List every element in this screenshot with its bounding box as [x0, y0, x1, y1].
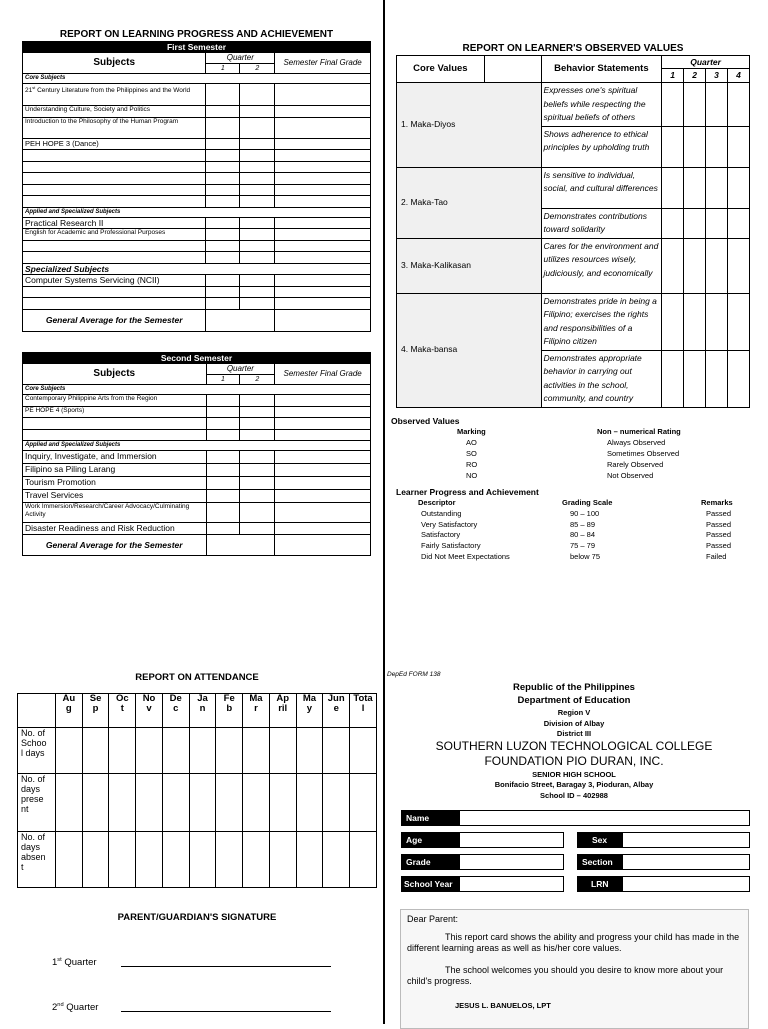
letter-greeting: Dear Parent: — [407, 914, 459, 924]
progress-remark: Passed — [706, 541, 732, 551]
quarter-1-signature-line[interactable] — [121, 966, 331, 967]
general-average-value[interactable] — [275, 309, 371, 331]
age-label: Age — [402, 833, 460, 847]
attendance-row-label: No. of days absen t — [18, 832, 56, 888]
attendance-cell[interactable] — [55, 774, 82, 832]
signature-title: PARENT/GUARDIAN'S SIGNATURE — [117, 912, 277, 923]
first-semester-table — [22, 41, 371, 332]
attendance-cell[interactable] — [55, 728, 82, 774]
core-value-label: 2. Maka-Tao — [397, 167, 542, 238]
quarter-2-header: 2 — [240, 375, 275, 385]
values-title: REPORT ON LEARNER'S OBSERVED VALUES — [462, 43, 684, 54]
school-year-field[interactable] — [460, 877, 563, 891]
subject-row: PEH HOPE 3 (Dance) — [23, 138, 206, 150]
rating-header: Non – numerical Rating — [597, 427, 681, 436]
marking-code: AO — [466, 438, 477, 447]
quarter-1-header: 1 — [206, 375, 240, 385]
attendance-row-label: No. of Schoo l days — [18, 728, 56, 774]
attendance-cell[interactable] — [162, 774, 189, 832]
attendance-table — [17, 693, 377, 888]
subject-row: Travel Services — [23, 490, 207, 503]
attendance-cell[interactable] — [323, 832, 350, 888]
specialized-subjects-label: Specialized Subjects — [23, 263, 371, 275]
subject-row: Contemporary Philippine Arts from the Region — [23, 395, 207, 407]
progress-scale: 75 – 79 — [570, 541, 596, 551]
core-values-header: Core Values — [397, 56, 485, 83]
subject-row: 21st Century Literature from the Philippines and the World — [23, 84, 206, 106]
grade-row — [401, 854, 564, 870]
rating-text: Sometimes Observed — [607, 449, 680, 458]
progress-descriptor: Fairly Satisfactory — [421, 541, 481, 551]
behavior-statement: Cares for the environment and utilizes resources wisely, judiciously, and economically — [541, 238, 662, 293]
attendance-cell[interactable] — [109, 832, 136, 888]
subject-row: Disaster Readiness and Risk Reduction — [23, 523, 207, 535]
attendance-cell[interactable] — [216, 774, 243, 832]
attendance-cell[interactable] — [350, 832, 377, 888]
subject-row: Inquiry, Investigate, and Immersion — [23, 451, 207, 464]
general-average-label: General Average for the Semester — [23, 309, 206, 331]
school-year-row — [401, 876, 564, 892]
section-row — [577, 854, 750, 870]
grades-title: REPORT ON LEARNING PROGRESS AND ACHIEVEMENT — [59, 29, 334, 40]
attendance-cell[interactable] — [216, 832, 243, 888]
behavior-header: Behavior Statements — [541, 56, 662, 83]
rating-text: Always Observed — [607, 438, 666, 447]
quarter-1-header: 1 — [662, 69, 684, 83]
core-value-label: 4. Maka-bansa — [397, 293, 542, 407]
school-name-2: FOUNDATION PIO DURAN, INC. — [484, 754, 664, 768]
attendance-cell[interactable] — [136, 832, 163, 888]
attendance-row-label: No. of days prese nt — [18, 774, 56, 832]
remarks-header: Remarks — [701, 498, 733, 507]
progress-scale: below 75 — [570, 551, 601, 561]
quarter-2-header: 2 — [240, 64, 275, 74]
general-average-label: General Average for the Semester — [23, 534, 207, 555]
district: District III — [556, 729, 592, 738]
behavior-statement: Expresses one's spiritual beliefs while respecting the spiritual beliefs of others — [541, 83, 662, 127]
age-field[interactable] — [460, 833, 563, 847]
republic: Republic of the Philippines — [513, 682, 635, 693]
month-header: De c — [162, 694, 189, 728]
attendance-cell[interactable] — [323, 728, 350, 774]
attendance-cell[interactable] — [109, 774, 136, 832]
scale-header: Grading Scale — [562, 498, 613, 507]
rating-text: Rarely Observed — [607, 460, 664, 469]
attendance-cell[interactable] — [269, 832, 296, 888]
subject-row: Practical Research II — [23, 217, 206, 229]
marking-header: Marking — [457, 427, 486, 436]
quarter-3-header: 3 — [706, 69, 728, 83]
attendance-cell[interactable] — [82, 832, 109, 888]
quarter-header: Quarter — [662, 56, 750, 69]
department: Department of Education — [517, 695, 631, 706]
attendance-cell[interactable] — [296, 832, 323, 888]
quarter-header: Quarter — [206, 364, 275, 375]
school-name-1: SOUTHERN LUZON TECHNOLOGICAL COLLEGE — [435, 739, 713, 753]
form-header — [400, 681, 748, 801]
month-header: Ma r — [243, 694, 270, 728]
marking-code: RO — [466, 460, 478, 469]
behavior-statement: Demonstrates contributions toward solidarity — [541, 208, 662, 238]
month-header: Oc t — [109, 694, 136, 728]
grade-label: Grade — [402, 855, 460, 869]
sex-label: Sex — [578, 833, 623, 847]
applied-subjects-label: Applied and Specialized Subjects — [23, 441, 371, 451]
progress-scale: 85 – 89 — [570, 519, 596, 529]
name-field[interactable] — [460, 811, 749, 825]
lrn-row — [577, 876, 750, 892]
lrn-field[interactable] — [623, 877, 749, 891]
subject-row: Introduction to the Philosophy of the Human Program — [23, 117, 206, 138]
month-header: Se p — [82, 694, 109, 728]
attendance-cell[interactable] — [269, 728, 296, 774]
name-row — [401, 810, 750, 826]
second-semester-label: Second Semester — [23, 353, 371, 364]
attendance-cell[interactable] — [243, 774, 270, 832]
region: Region V — [557, 708, 591, 717]
semester-final-header: Semester Final Grade — [275, 53, 371, 74]
attendance-cell[interactable] — [269, 774, 296, 832]
progress-remark: Passed — [706, 530, 732, 540]
sex-row — [577, 832, 750, 848]
progress-descriptor: Did Not Meet Expectations — [421, 551, 510, 561]
attendance-cell[interactable] — [350, 728, 377, 774]
month-header: Ma y — [296, 694, 323, 728]
behavior-statement: Is sensitive to individual, social, and cultural differences — [541, 167, 662, 208]
attendance-cell[interactable] — [296, 774, 323, 832]
progress-legend-title: Learner Progress and Achievement — [396, 487, 539, 497]
month-header: Fe b — [216, 694, 243, 728]
form-label: DepEd FORM 138 — [387, 671, 441, 678]
subject-row: Computer Systems Servicing (NCII) — [23, 275, 206, 287]
page-divider — [383, 0, 385, 1024]
attendance-cell[interactable] — [82, 728, 109, 774]
sex-field[interactable] — [623, 833, 749, 847]
quarter-header: Quarter — [206, 53, 275, 64]
attendance-cell[interactable] — [189, 832, 216, 888]
progress-remark: Passed — [706, 509, 732, 518]
attendance-cell[interactable] — [162, 832, 189, 888]
progress-scale: 90 – 100 — [570, 509, 600, 518]
month-header: Ap ril — [269, 694, 296, 728]
core-subjects-label: Core Subjects — [23, 74, 371, 84]
progress-remark: Passed — [706, 519, 732, 529]
core-value-label: 3. Maka-Kalikasan — [397, 238, 542, 293]
shs-label: SENIOR HIGH SCHOOL — [532, 770, 616, 779]
behavior-statement: Demonstrates pride in being a Filipino; exercises the rights and responsibilities of a Filipino citizen — [541, 293, 662, 350]
subject-row: Understanding Culture, Society and Politics — [23, 106, 206, 118]
subject-row: English for Academic and Professional Purposes — [23, 229, 206, 241]
attendance-cell[interactable] — [189, 728, 216, 774]
quarter-1-signature-label: 1st Quarter — [52, 957, 97, 969]
attendance-cell[interactable] — [323, 774, 350, 832]
attendance-cell[interactable] — [243, 832, 270, 888]
subject-row: Work Immersion/Research/Career Advocacy/Culminating Activity — [23, 503, 207, 523]
grade-cell[interactable] — [240, 84, 275, 106]
marking-code: NO — [466, 471, 478, 480]
core-subjects-label: Core Subjects — [23, 385, 371, 395]
school-year-label: School Year — [402, 877, 460, 891]
observed-values-table — [396, 55, 750, 408]
core-value-label: 1. Maka-Diyos — [397, 83, 542, 168]
attendance-cell[interactable] — [243, 728, 270, 774]
progress-remark: Failed — [706, 551, 727, 561]
progress-descriptor: Outstanding — [421, 509, 462, 518]
division: Division of Albay — [543, 719, 605, 728]
school-address: Bonifacio Street, Baragay 3, Pioduran, Albay — [494, 780, 654, 789]
behavior-statement: Demonstrates appropriate behavior in carrying out activities in the school, community, and country — [541, 350, 662, 407]
month-header: Ja n — [189, 694, 216, 728]
applied-subjects-label: Applied and Specialized Subjects — [23, 207, 371, 217]
attendance-cell[interactable] — [136, 774, 163, 832]
quarter-2-signature-line[interactable] — [121, 1011, 331, 1012]
grade-cell[interactable] — [275, 84, 371, 106]
subjects-header: Subjects — [23, 364, 207, 385]
letter-signatory: JESUS L. BANUELOS, LPT — [455, 1000, 551, 1010]
rating-text: Not Observed — [607, 471, 654, 480]
progress-descriptor: Satisfactory — [421, 530, 461, 540]
second-semester-table — [22, 352, 371, 556]
attendance-cell[interactable] — [162, 728, 189, 774]
quarter-2-signature-label: 2nd Quarter — [52, 1002, 99, 1014]
month-header: Au g — [55, 694, 82, 728]
progress-descriptor: Very Satisfactory — [421, 519, 478, 529]
quarter-4-header: 4 — [728, 69, 750, 83]
general-average-value[interactable] — [275, 534, 371, 555]
descriptor-header: Descriptor — [418, 498, 456, 507]
behavior-statement: Shows adherence to ethical principles by upholding truth — [541, 126, 662, 167]
semester-final-header: Semester Final Grade — [275, 364, 371, 385]
section-field[interactable] — [623, 855, 749, 869]
section-label: Section — [578, 855, 623, 869]
quarter-2-header: 2 — [684, 69, 706, 83]
school-id: School ID – 402988 — [540, 791, 608, 800]
month-header: No v — [136, 694, 163, 728]
letter-paragraph-2: The school welcomes you should you desire to know more about your child's progress. — [407, 964, 724, 986]
attendance-cell[interactable] — [55, 832, 82, 888]
attendance-cell[interactable] — [82, 774, 109, 832]
attendance-cell[interactable] — [296, 728, 323, 774]
attendance-cell[interactable] — [350, 774, 377, 832]
attendance-title: REPORT ON ATTENDANCE — [135, 672, 259, 683]
quarter-1-header: 1 — [206, 64, 240, 74]
attendance-cell[interactable] — [109, 728, 136, 774]
subjects-header: Subjects — [23, 53, 206, 74]
grade-cell[interactable] — [206, 84, 240, 106]
first-semester-label: First Semester — [23, 42, 371, 53]
grade-field[interactable] — [460, 855, 563, 869]
subject-row: Filipino sa Piling Larang — [23, 464, 207, 477]
month-header: Jun e — [323, 694, 350, 728]
subject-row: Tourism Promotion — [23, 477, 207, 490]
lrn-label: LRN — [578, 877, 623, 891]
progress-scale: 80 – 84 — [570, 530, 596, 540]
attendance-cell[interactable] — [136, 728, 163, 774]
parent-letter — [400, 909, 749, 1029]
age-row — [401, 832, 564, 848]
letter-paragraph-1: This report card shows the ability and progress your child has made in the different learning areas as well as his/her core values. — [407, 931, 740, 953]
month-header: Tota l — [350, 694, 377, 728]
observed-legend-title: Observed Values — [391, 416, 460, 426]
subject-row: PE HOPE 4 (Sports) — [23, 406, 207, 418]
marking-code: SO — [466, 449, 477, 458]
attendance-cell[interactable] — [189, 774, 216, 832]
attendance-cell[interactable] — [216, 728, 243, 774]
name-label: Name — [402, 811, 460, 825]
